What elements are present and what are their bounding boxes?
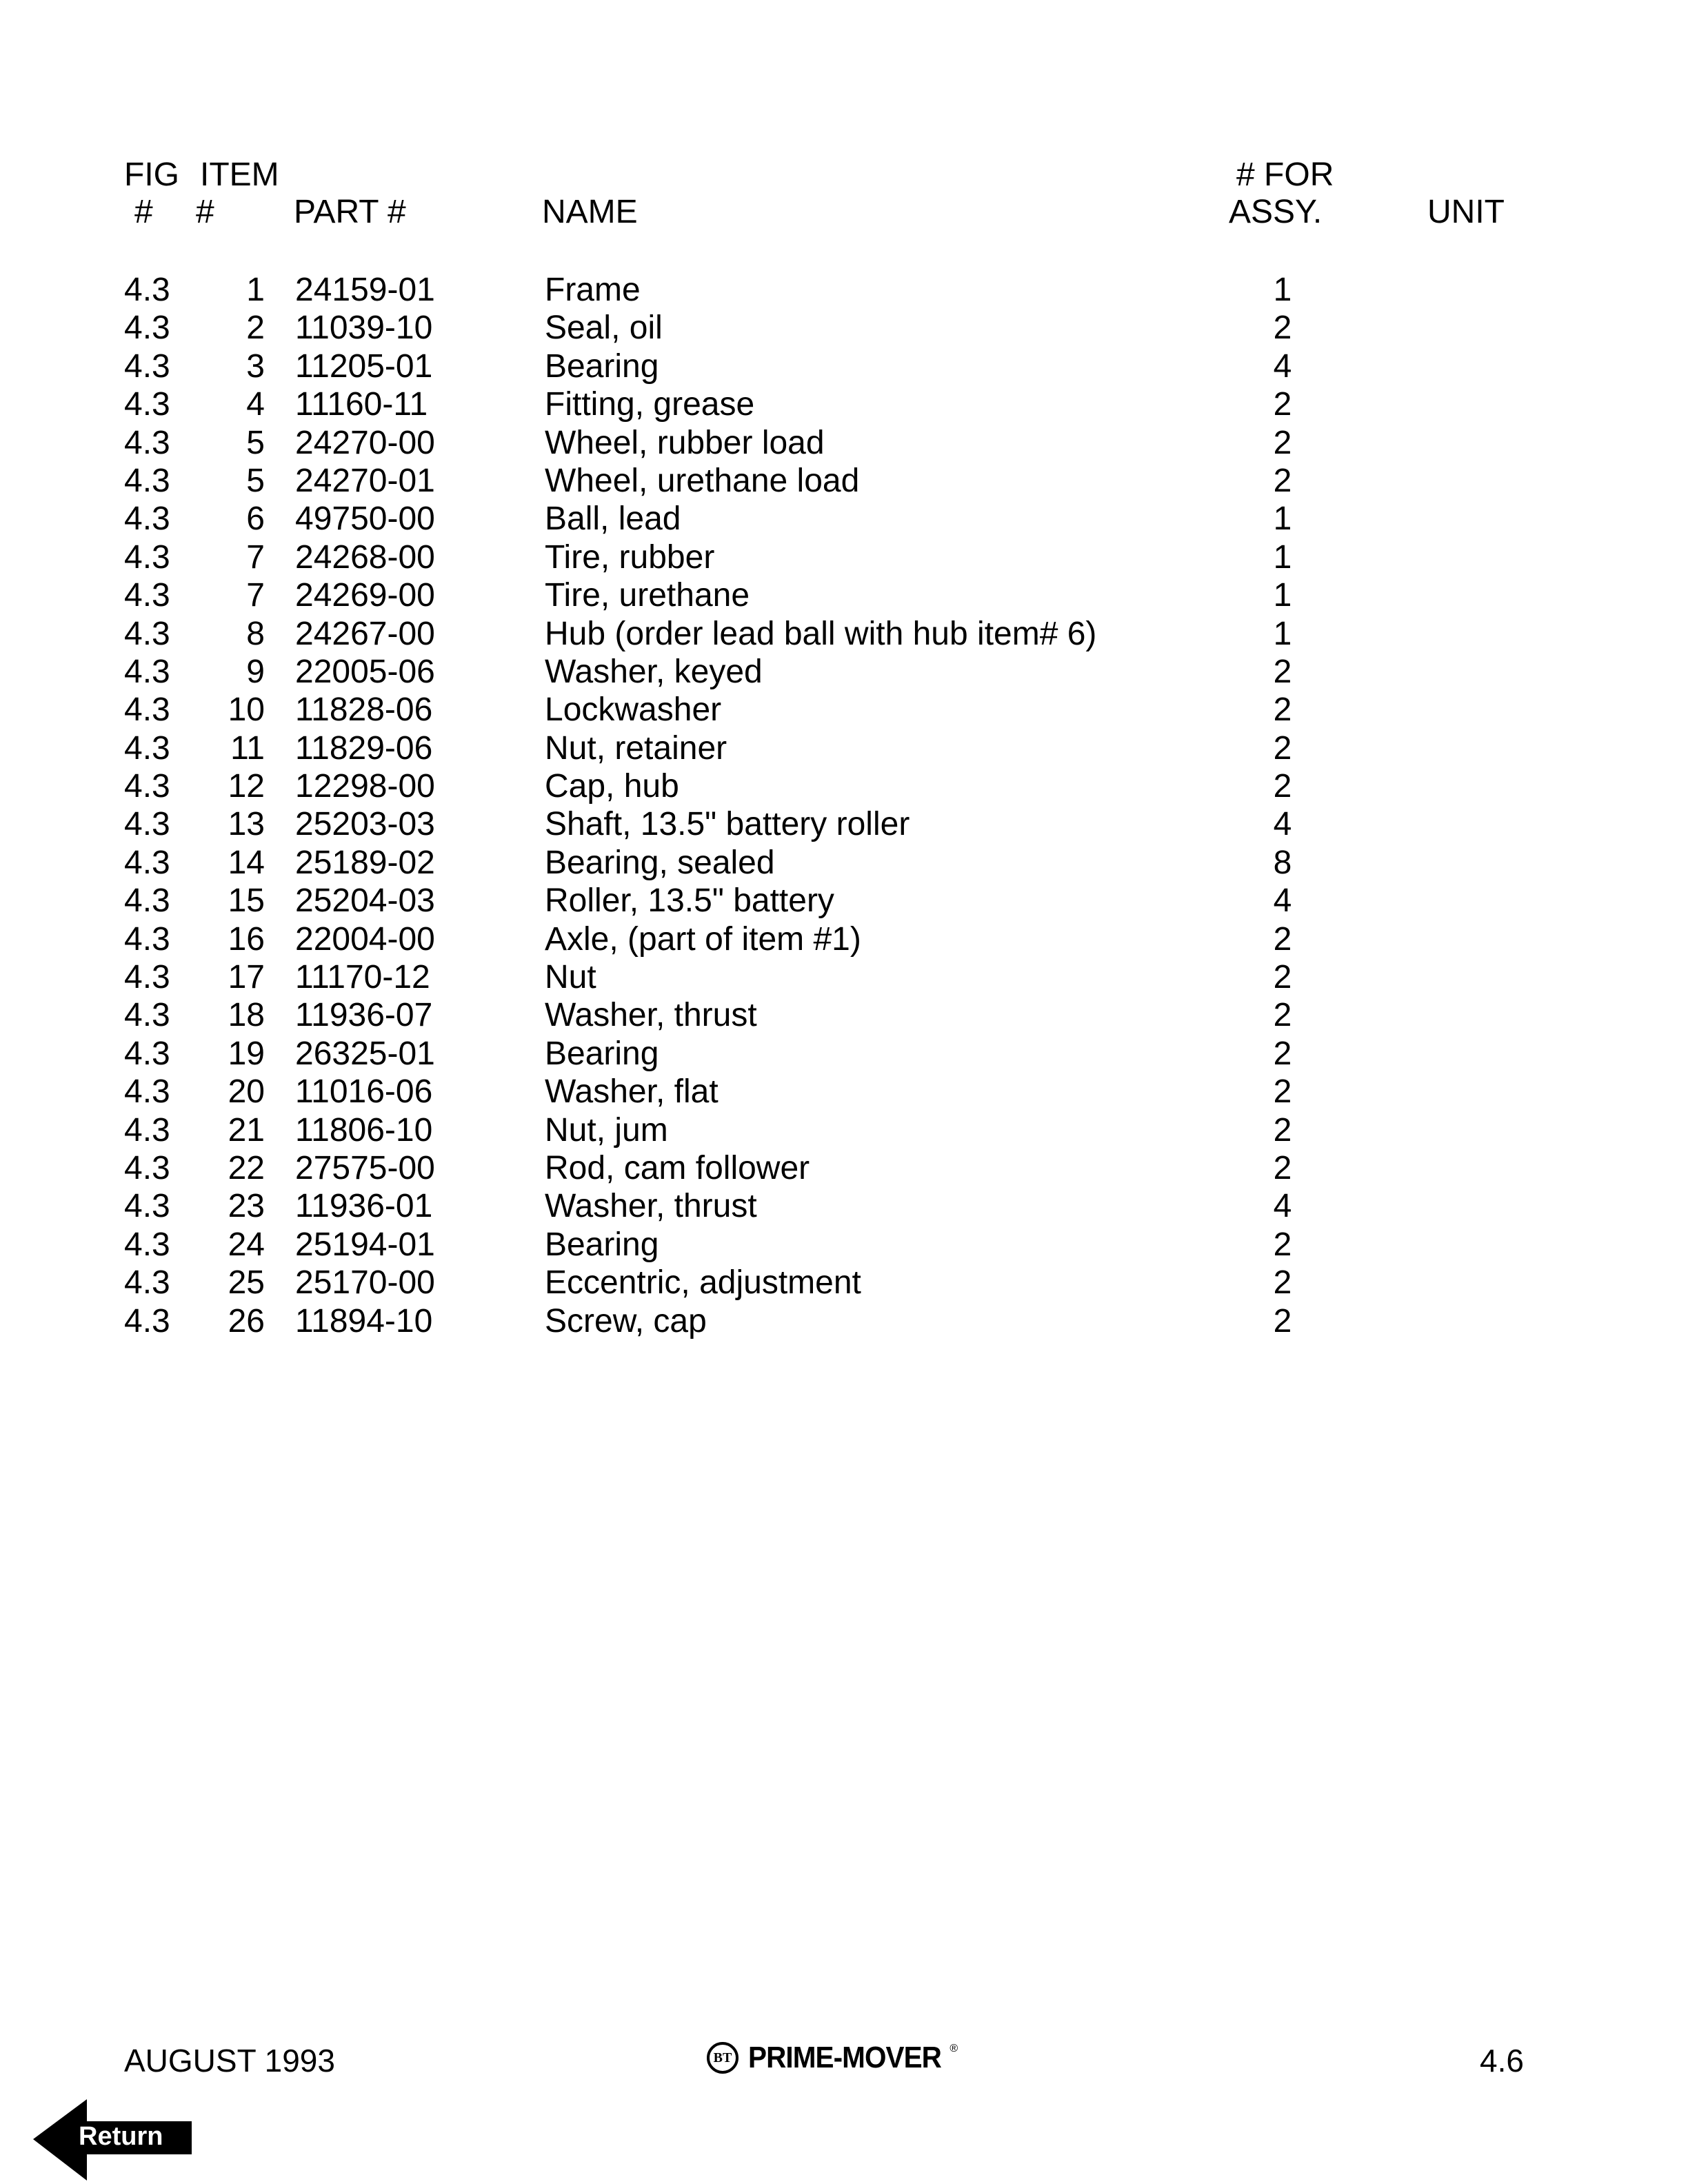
cell-qty: 2	[1273, 424, 1292, 461]
cell-item: 21	[228, 1111, 265, 1149]
cell-qty: 2	[1273, 959, 1292, 996]
cell-name: Axle, (part of item #1)	[545, 920, 861, 958]
table-row	[0, 999, 1688, 1037]
cell-fig: 4.3	[124, 653, 170, 690]
cell-name: Shaft, 13.5" battery roller	[545, 806, 910, 843]
cell-fig: 4.3	[124, 959, 170, 996]
cell-part-number: 24159-01	[295, 272, 435, 308]
cell-name: Nut, jum	[545, 1111, 668, 1149]
cell-part-number: 25189-02	[295, 844, 435, 881]
cell-name: Hub (order lead ball with hub item# 6)	[545, 615, 1097, 652]
cell-item: 20	[228, 1073, 265, 1111]
cell-name: Washer, flat	[545, 1073, 719, 1111]
header-qty-line1: # FOR	[1236, 156, 1334, 193]
cell-part-number: 25194-01	[295, 1226, 435, 1263]
cell-name: Eccentric, adjustment	[545, 1264, 861, 1302]
cell-qty: 2	[1273, 1302, 1292, 1339]
cell-item: 4	[246, 386, 265, 423]
cell-part-number: 27575-00	[295, 1149, 435, 1186]
cell-fig: 4.3	[124, 462, 170, 499]
cell-item: 25	[228, 1264, 265, 1302]
cell-name: Roller, 13.5" battery	[545, 882, 834, 920]
cell-fig: 4.3	[124, 920, 170, 958]
cell-qty: 1	[1273, 615, 1292, 652]
cell-qty: 2	[1273, 768, 1292, 805]
table-row	[0, 770, 1688, 808]
cell-fig: 4.3	[124, 691, 170, 729]
cell-qty: 1	[1273, 272, 1292, 308]
table-row	[0, 1111, 1688, 1152]
table-row	[0, 691, 1688, 731]
cell-part-number: 11806-10	[295, 1111, 433, 1149]
cell-fig: 4.3	[124, 538, 170, 576]
table-row	[0, 462, 1688, 503]
cell-item: 10	[228, 691, 265, 729]
cell-part-number: 49750-00	[295, 501, 435, 538]
cell-qty: 8	[1273, 844, 1292, 881]
logo-text: PRIME-MOVER	[748, 2041, 942, 2074]
cell-qty: 2	[1273, 997, 1292, 1034]
cell-name: Frame	[545, 272, 641, 308]
cell-qty: 1	[1273, 501, 1292, 538]
footer-date: AUGUST 1993	[124, 2043, 335, 2079]
cell-fig: 4.3	[124, 386, 170, 423]
cell-qty: 2	[1273, 1073, 1292, 1111]
cell-item: 9	[246, 653, 265, 690]
cell-qty: 1	[1273, 538, 1292, 576]
cell-name: Wheel, urethane load	[545, 462, 860, 499]
cell-qty: 2	[1273, 386, 1292, 423]
table-row	[0, 1302, 1688, 1343]
cell-item: 12	[228, 768, 265, 805]
cell-qty: 2	[1273, 1226, 1292, 1263]
cell-part-number: 11016-06	[295, 1073, 433, 1111]
cell-fig: 4.3	[124, 1302, 170, 1339]
table-row	[0, 1075, 1688, 1113]
cell-part-number: 26325-01	[295, 1035, 435, 1072]
table-row	[0, 388, 1688, 426]
cell-fig: 4.3	[124, 806, 170, 843]
cell-fig: 4.3	[124, 347, 170, 385]
cell-qty: 2	[1273, 691, 1292, 729]
cell-qty: 2	[1273, 462, 1292, 499]
cell-name: Nut, retainer	[545, 729, 727, 767]
header-item-line2: #	[196, 194, 214, 230]
cell-name: Fitting, grease	[545, 386, 755, 423]
cell-name: Tire, rubber	[545, 538, 715, 576]
header-item-line1: ITEM	[200, 156, 279, 193]
bt-badge-icon: BT	[707, 2042, 738, 2074]
cell-item: 26	[228, 1302, 265, 1339]
cell-fig: 4.3	[124, 577, 170, 614]
cell-qty: 2	[1273, 653, 1292, 690]
cell-item: 17	[228, 959, 265, 996]
cell-part-number: 11936-01	[295, 1188, 433, 1225]
cell-item: 16	[228, 920, 265, 958]
cell-fig: 4.3	[124, 424, 170, 461]
cell-name: Lockwasher	[545, 691, 722, 729]
cell-qty: 2	[1273, 920, 1292, 958]
cell-qty: 2	[1273, 1111, 1292, 1149]
cell-part-number: 22005-06	[295, 653, 435, 690]
header-part: PART #	[294, 194, 406, 230]
cell-part-number: 12298-00	[295, 768, 435, 805]
cell-item: 11	[230, 729, 265, 767]
cell-qty: 2	[1273, 310, 1292, 347]
table-row	[0, 579, 1688, 617]
cell-part-number: 24267-00	[295, 615, 435, 652]
cell-fig: 4.3	[124, 844, 170, 881]
cell-name: Rod, cam follower	[545, 1149, 810, 1186]
cell-item: 5	[246, 424, 265, 461]
cell-item: 8	[246, 615, 265, 652]
table-row	[0, 615, 1688, 656]
cell-name: Nut	[545, 959, 596, 996]
cell-fig: 4.3	[124, 1188, 170, 1225]
table-row	[0, 808, 1688, 846]
page-number: 4.6	[1480, 2043, 1524, 2079]
cell-name: Tire, urethane	[545, 577, 750, 614]
cell-fig: 4.3	[124, 1149, 170, 1186]
table-row	[0, 503, 1688, 540]
cell-item: 1	[246, 272, 265, 308]
table-row	[0, 347, 1688, 388]
cell-name: Bearing	[545, 1035, 659, 1072]
cell-part-number: 25203-03	[295, 806, 435, 843]
cell-name: Ball, lead	[545, 501, 681, 538]
cell-part-number: 11829-06	[295, 729, 433, 767]
cell-item: 7	[246, 577, 265, 614]
cell-qty: 4	[1273, 1188, 1292, 1225]
cell-part-number: 11170-12	[295, 959, 430, 996]
table-row	[0, 729, 1688, 770]
cell-item: 6	[246, 501, 265, 538]
return-button[interactable]	[30, 2099, 196, 2182]
cell-part-number: 25170-00	[295, 1264, 435, 1302]
cell-part-number: 24270-00	[295, 424, 435, 461]
cell-fig: 4.3	[124, 1035, 170, 1072]
header-unit: UNIT	[1427, 194, 1505, 230]
table-row	[0, 538, 1688, 579]
cell-qty: 1	[1273, 577, 1292, 614]
cell-item: 19	[228, 1035, 265, 1072]
cell-part-number: 11160-11	[295, 386, 428, 423]
prime-mover-logo	[707, 2037, 958, 2079]
cell-item: 13	[228, 806, 265, 843]
cell-qty: 2	[1273, 1149, 1292, 1186]
cell-qty: 4	[1273, 347, 1292, 385]
header-fig-line1: FIG	[124, 156, 179, 193]
cell-fig: 4.3	[124, 615, 170, 652]
cell-item: 23	[228, 1188, 265, 1225]
cell-item: 7	[246, 538, 265, 576]
table-row	[0, 1228, 1688, 1266]
cell-part-number: 24269-00	[295, 577, 435, 614]
header-fig-line2: #	[134, 194, 153, 230]
cell-name: Bearing	[545, 1226, 659, 1263]
cell-name: Washer, thrust	[545, 997, 757, 1034]
cell-name: Bearing	[545, 347, 659, 385]
cell-qty: 4	[1273, 882, 1292, 920]
cell-part-number: 11039-10	[295, 310, 433, 347]
cell-qty: 2	[1273, 1035, 1292, 1072]
cell-item: 18	[228, 997, 265, 1034]
table-row	[0, 424, 1688, 465]
table-row	[0, 920, 1688, 961]
cell-part-number: 25204-03	[295, 882, 435, 920]
cell-qty: 2	[1273, 1264, 1292, 1302]
cell-name: Washer, thrust	[545, 1188, 757, 1225]
cell-part-number: 24270-01	[295, 462, 435, 499]
cell-item: 5	[246, 462, 265, 499]
table-row	[0, 1190, 1688, 1228]
cell-fig: 4.3	[124, 272, 170, 308]
cell-item: 24	[228, 1226, 265, 1263]
cell-name: Wheel, rubber load	[545, 424, 825, 461]
cell-part-number: 11205-01	[295, 347, 433, 385]
cell-item: 14	[228, 844, 265, 881]
cell-qty: 2	[1273, 729, 1292, 767]
table-row	[0, 1035, 1688, 1075]
cell-part-number: 24268-00	[295, 538, 435, 576]
table-row	[0, 653, 1688, 694]
parts-table-body	[0, 274, 1688, 1343]
cell-fig: 4.3	[124, 1111, 170, 1149]
cell-qty: 4	[1273, 806, 1292, 843]
cell-fig: 4.3	[124, 882, 170, 920]
cell-fig: 4.3	[124, 1226, 170, 1263]
cell-name: Cap, hub	[545, 768, 679, 805]
table-row	[0, 274, 1688, 312]
registered-mark: ®	[950, 2043, 958, 2054]
cell-fig: 4.3	[124, 310, 170, 347]
cell-item: 2	[246, 310, 265, 347]
cell-fig: 4.3	[124, 1264, 170, 1302]
cell-name: Screw, cap	[545, 1302, 707, 1339]
table-row	[0, 1266, 1688, 1304]
cell-name: Washer, keyed	[545, 653, 763, 690]
table-row	[0, 884, 1688, 922]
table-row	[0, 961, 1688, 999]
cell-item: 3	[246, 347, 265, 385]
cell-fig: 4.3	[124, 729, 170, 767]
cell-part-number: 11894-10	[295, 1302, 433, 1339]
return-label: Return	[79, 2122, 163, 2151]
cell-part-number: 11828-06	[295, 691, 433, 729]
table-row	[0, 312, 1688, 350]
header-qty-line2: ASSY.	[1229, 194, 1323, 230]
header-name: NAME	[542, 194, 638, 230]
table-row	[0, 1149, 1688, 1190]
cell-part-number: 11936-07	[295, 997, 433, 1034]
cell-item: 15	[228, 882, 265, 920]
cell-fig: 4.3	[124, 1073, 170, 1111]
cell-fig: 4.3	[124, 768, 170, 805]
cell-part-number: 22004-00	[295, 920, 435, 958]
cell-name: Bearing, sealed	[545, 844, 775, 881]
cell-item: 22	[228, 1149, 265, 1186]
cell-fig: 4.3	[124, 501, 170, 538]
cell-name: Seal, oil	[545, 310, 663, 347]
table-row	[0, 844, 1688, 884]
cell-fig: 4.3	[124, 997, 170, 1034]
